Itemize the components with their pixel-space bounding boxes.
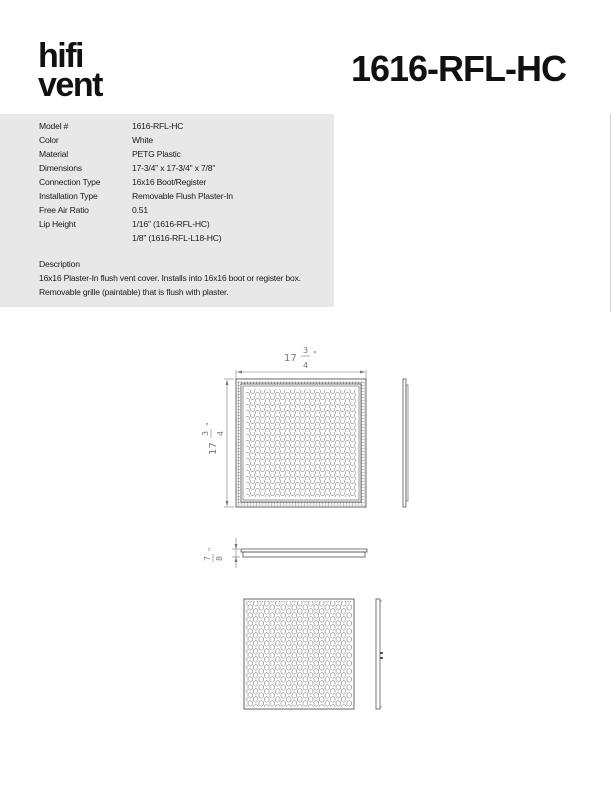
spec-value: 1616-RFL-HC — [132, 121, 184, 131]
width-dimension — [236, 346, 366, 380]
description-heading: Description — [39, 259, 80, 269]
spec-value: 1/8" (1616-RFL-L18-HC) — [132, 233, 222, 243]
spec-label: Installation Type — [39, 191, 98, 201]
depth-dim-unit: " — [207, 547, 215, 551]
vent-side-profile — [403, 379, 408, 507]
spec-label: Material — [39, 149, 68, 159]
grille-plan-view — [244, 599, 354, 709]
width-dim-whole: 17 — [284, 353, 297, 364]
spec-value: PETG Plastic — [132, 149, 181, 159]
spec-value: 1/16" (1616-RFL-HC) — [132, 219, 210, 229]
spec-value: 17-3/4" x 17-3/4" x 7/8" — [132, 163, 216, 173]
spec-value: 0.51 — [132, 205, 148, 215]
height-dimension — [201, 379, 234, 507]
width-dim-unit: " — [313, 350, 317, 359]
spec-value: 16x16 Boot/Register — [132, 177, 207, 187]
vent-top-view — [236, 379, 366, 507]
height-dim-whole: 17 — [208, 442, 219, 455]
spec-value: Removable Flush Plaster-In — [132, 191, 233, 201]
depth-dim-den: 8 — [215, 555, 224, 561]
width-dim-num: 3 — [303, 346, 309, 355]
spec-value: White — [132, 135, 153, 145]
height-dim-unit: " — [205, 422, 214, 426]
height-dim-den: 4 — [216, 430, 225, 436]
logo-line-1: hifi — [38, 37, 83, 75]
spec-label: Dimensions — [39, 163, 82, 173]
depth-elevation — [203, 538, 367, 568]
product-title: 1616-RFL-HC — [350, 48, 566, 89]
spec-label: Connection Type — [39, 177, 101, 187]
description-line-2: Removable grille (paintable) that is flush with plaster. — [39, 287, 229, 297]
logo-line-2: vent — [38, 66, 102, 104]
description-line-1: 16x16 Plaster-In flush vent cover. Installs into 16x16 boot or register box. — [39, 273, 301, 283]
spec-label: Color — [39, 135, 59, 145]
depth-dim-num: 7 — [203, 555, 212, 561]
width-dim-den: 4 — [303, 361, 309, 370]
height-dim-num: 3 — [201, 430, 210, 436]
spec-label: Free Air Ratio — [39, 205, 89, 215]
grille-side-profile — [376, 599, 383, 709]
spec-label: Lip Height — [39, 219, 76, 229]
spec-label: Model # — [39, 121, 69, 131]
